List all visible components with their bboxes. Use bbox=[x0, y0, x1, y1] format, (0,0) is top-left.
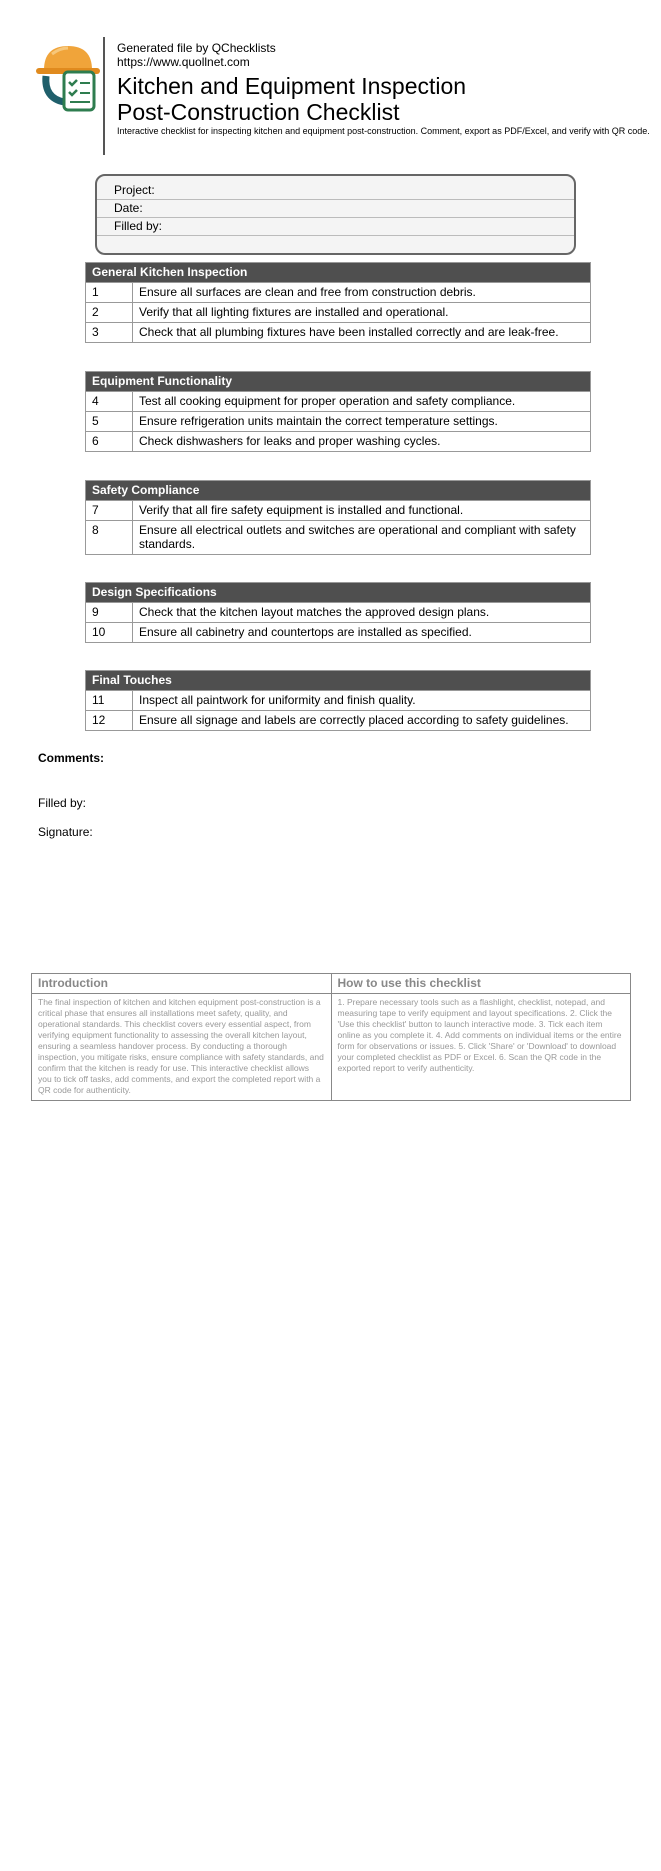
signature-label: Signature: bbox=[38, 825, 93, 839]
item-number: 4 bbox=[86, 392, 133, 411]
item-number: 12 bbox=[86, 711, 133, 730]
item-text: Check dishwashers for leaks and proper washing cycles. bbox=[139, 434, 441, 448]
title-line-1: Kitchen and Equipment Inspection bbox=[117, 73, 467, 99]
how-to-use-heading: How to use this checklist bbox=[332, 974, 631, 994]
section-general-kitchen-inspection bbox=[85, 262, 591, 343]
checklist-item[interactable] bbox=[86, 603, 590, 623]
how-to-use-column bbox=[331, 974, 631, 1100]
project-label: Project: bbox=[114, 183, 155, 197]
item-text: Check that all plumbing fixtures have been installed correctly and are leak-free. bbox=[139, 325, 559, 339]
header-divider bbox=[103, 37, 105, 155]
page-title bbox=[117, 73, 637, 125]
title-line-2: Post-Construction Checklist bbox=[117, 99, 400, 125]
website-link[interactable]: https://www.quollnet.com bbox=[117, 55, 250, 69]
checklist-item[interactable] bbox=[86, 412, 590, 432]
page-description: Interactive checklist for inspecting kitchen and equipment post-construction. Comment, export as PDF/Excel, and verify with QR code. bbox=[117, 126, 650, 136]
checklist-item[interactable] bbox=[86, 323, 590, 343]
item-number: 8 bbox=[86, 521, 133, 554]
checklist-item[interactable] bbox=[86, 623, 590, 643]
item-number: 11 bbox=[86, 691, 133, 710]
introduction-body: The final inspection of kitchen and kitchen equipment post-construction is a critical phase that ensures all installations meet safety, quality, and operational standards. This checklist covers every essential aspect, from verifying equipment functionality to assessing the overall kitchen layout, ensuring a seamless handover process. By conducting a thorough inspection, you mitigate risks, ensure compliance with safety standards, and confirm that the kitchen is ready for use. This interactive checklist allows you to tick off tasks, add comments, and export the completed report with a QR code for authenticity. bbox=[38, 997, 324, 1095]
section-design-specifications bbox=[85, 582, 591, 643]
comments-label: Comments: bbox=[38, 751, 105, 765]
checklist-item[interactable] bbox=[86, 392, 590, 412]
item-text: Inspect all paintwork for uniformity and finish quality. bbox=[139, 693, 416, 707]
introduction-column bbox=[32, 974, 331, 1100]
item-text: Ensure all cabinetry and countertops are installed as specified. bbox=[139, 625, 472, 639]
item-text: Verify that all fire safety equipment is installed and functional. bbox=[139, 503, 464, 517]
section-header: Design Specifications bbox=[86, 583, 590, 603]
item-number: 2 bbox=[86, 303, 133, 322]
item-number: 10 bbox=[86, 623, 133, 642]
item-text: Verify that all lighting fixtures are installed and operational. bbox=[139, 305, 449, 319]
item-number: 3 bbox=[86, 323, 133, 342]
section-safety-compliance bbox=[85, 480, 591, 555]
item-text: Ensure all surfaces are clean and free from construction debris. bbox=[139, 285, 476, 299]
item-text: Test all cooking equipment for proper operation and safety compliance. bbox=[139, 394, 516, 408]
checklist-item[interactable] bbox=[86, 501, 590, 521]
item-text: Ensure refrigeration units maintain the correct temperature settings. bbox=[139, 414, 498, 428]
project-info-box bbox=[95, 174, 576, 255]
section-header: Safety Compliance bbox=[86, 481, 590, 501]
checklist-item[interactable] bbox=[86, 691, 590, 711]
item-number: 9 bbox=[86, 603, 133, 622]
introduction-heading: Introduction bbox=[32, 974, 331, 994]
item-text: Ensure all electrical outlets and switches are operational and compliant with safety standards. bbox=[139, 523, 576, 551]
checklist-item[interactable] bbox=[86, 303, 590, 323]
section-header: General Kitchen Inspection bbox=[86, 263, 590, 283]
checklist-item[interactable] bbox=[86, 432, 590, 452]
item-text: Ensure all signage and labels are correctly placed according to safety guidelines. bbox=[139, 713, 569, 727]
how-to-use-body: 1. Prepare necessary tools such as a flashlight, checklist, notepad, and measuring tape to verify equipment and layout specifications. 2. Click the 'Use this checklist' button to launch interactive mode. 3. Tick each item online as you complete it. 4. Add comments on individual items or the entire form for observations or issues. 5. Click 'Share' or 'Download' to download your completed checklist as PDF or Excel. 6. Scan the QR code in the exported report to verify authenticity. bbox=[337, 997, 622, 1073]
item-number: 7 bbox=[86, 501, 133, 520]
section-header: Final Touches bbox=[86, 671, 590, 691]
date-label: Date: bbox=[114, 201, 143, 215]
filled-by-footer-label: Filled by: bbox=[38, 796, 87, 810]
section-header: Equipment Functionality bbox=[86, 372, 590, 392]
generated-by-text: Generated file by QChecklists bbox=[117, 41, 276, 55]
section-equipment-functionality bbox=[85, 371, 591, 452]
checklist-item[interactable] bbox=[86, 521, 590, 555]
item-number: 6 bbox=[86, 432, 133, 451]
date-field[interactable] bbox=[97, 200, 574, 218]
section-final-touches bbox=[85, 670, 591, 731]
item-number: 1 bbox=[86, 283, 133, 302]
item-text: Check that the kitchen layout matches the approved design plans. bbox=[139, 605, 490, 619]
project-field[interactable] bbox=[97, 182, 574, 200]
item-number: 5 bbox=[86, 412, 133, 431]
info-table bbox=[31, 973, 631, 1101]
qchecklists-logo bbox=[34, 40, 102, 112]
checklist-item[interactable] bbox=[86, 711, 590, 731]
filled-by-field[interactable] bbox=[97, 218, 574, 236]
checklist-item[interactable] bbox=[86, 283, 590, 303]
filled-by-label: Filled by: bbox=[114, 219, 163, 233]
